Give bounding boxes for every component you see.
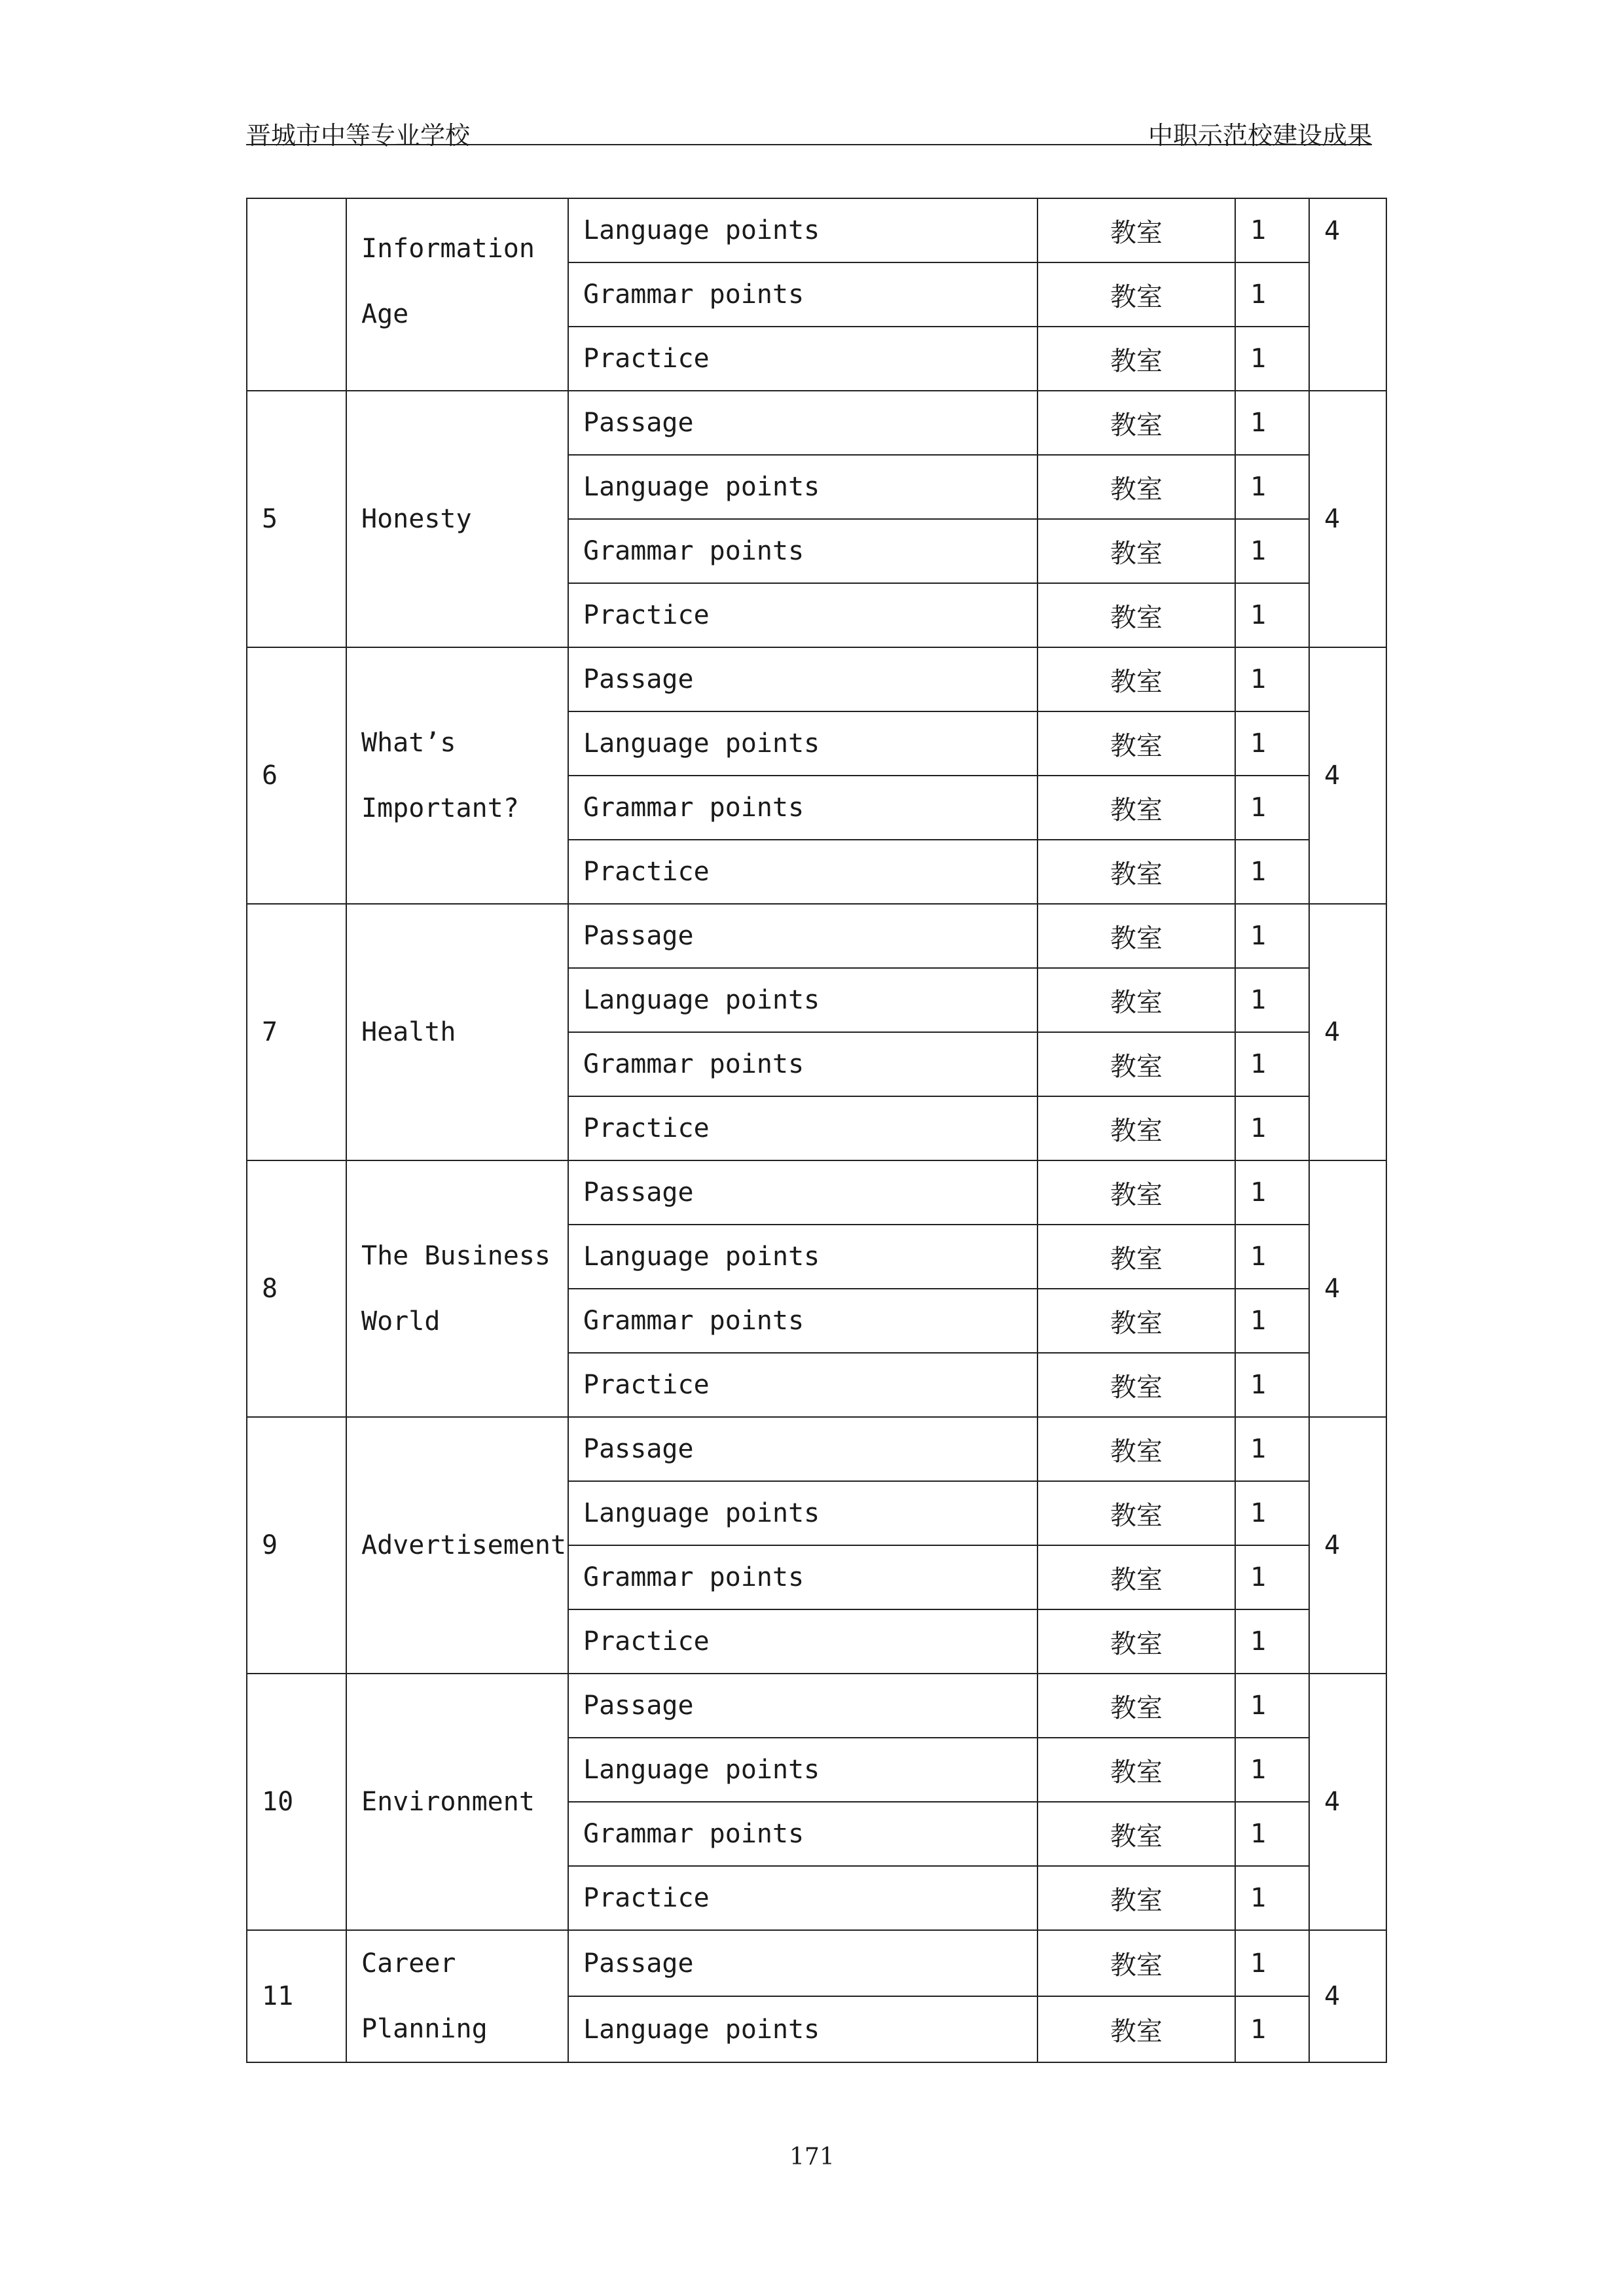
lesson-hours-cell: 1 — [1235, 1481, 1309, 1545]
lesson-hours-cell: 1 — [1235, 1545, 1309, 1609]
unit-number-cell — [247, 198, 346, 391]
lesson-place-cell: 教室 — [1038, 711, 1235, 776]
course-schedule-table — [246, 198, 1387, 2063]
lesson-place-cell: 教室 — [1038, 1353, 1235, 1417]
unit-topic-cell: What’s Important? — [346, 647, 568, 904]
unit-topic-cell: Health — [346, 904, 568, 1160]
lesson-hours-cell: 1 — [1235, 904, 1309, 968]
lesson-hours-cell: 1 — [1235, 198, 1309, 262]
lesson-hours-cell: 1 — [1235, 1417, 1309, 1481]
unit-total-hours-cell: 4 — [1309, 391, 1386, 647]
lesson-place-cell: 教室 — [1038, 262, 1235, 327]
unit-topic-cell: Information Age — [346, 198, 568, 391]
lesson-place-cell: 教室 — [1038, 1545, 1235, 1609]
table-row — [247, 1674, 1386, 1738]
lesson-hours-cell: 1 — [1235, 1609, 1309, 1674]
header-document-title: 中职示范校建设成果 — [1147, 121, 1372, 150]
lesson-place-cell: 教室 — [1038, 968, 1235, 1032]
unit-topic-cell: The Business World — [346, 1160, 568, 1417]
lesson-content-cell: Language points — [568, 711, 1038, 776]
unit-total-hours-cell: 4 — [1309, 647, 1386, 904]
lesson-place-cell: 教室 — [1038, 519, 1235, 583]
table-row — [247, 647, 1386, 711]
unit-total-hours-cell: 4 — [1309, 1930, 1386, 2062]
unit-topic-cell: Advertisement — [346, 1417, 568, 1674]
lesson-content-cell: Language points — [568, 1481, 1038, 1545]
lesson-content-cell: Grammar points — [568, 1032, 1038, 1096]
table-row — [247, 198, 1386, 262]
lesson-place-cell: 教室 — [1038, 776, 1235, 840]
lesson-place-cell: 教室 — [1038, 1481, 1235, 1545]
lesson-hours-cell: 1 — [1235, 391, 1309, 455]
unit-total-hours-cell: 4 — [1309, 198, 1386, 391]
unit-number-cell: 11 — [247, 1930, 346, 2062]
lesson-hours-cell: 1 — [1235, 1738, 1309, 1802]
table-row — [247, 1930, 1386, 1996]
lesson-content-cell: Practice — [568, 1096, 1038, 1160]
table-row — [247, 391, 1386, 455]
table-row — [247, 1417, 1386, 1481]
lesson-content-cell: Passage — [568, 391, 1038, 455]
lesson-place-cell: 教室 — [1038, 904, 1235, 968]
lesson-content-cell: Grammar points — [568, 262, 1038, 327]
lesson-content-cell: Practice — [568, 1866, 1038, 1930]
lesson-hours-cell: 1 — [1235, 1353, 1309, 1417]
lesson-hours-cell: 1 — [1235, 1996, 1309, 2062]
lesson-content-cell: Passage — [568, 1160, 1038, 1225]
lesson-hours-cell: 1 — [1235, 1225, 1309, 1289]
lesson-hours-cell: 1 — [1235, 1674, 1309, 1738]
page-number: 171 — [789, 2144, 835, 2170]
lesson-place-cell: 教室 — [1038, 1289, 1235, 1353]
lesson-hours-cell: 1 — [1235, 1866, 1309, 1930]
unit-topic-cell: Career Planning — [346, 1930, 568, 2062]
lesson-content-cell: Language points — [568, 1738, 1038, 1802]
unit-number-cell: 10 — [247, 1674, 346, 1930]
lesson-place-cell: 教室 — [1038, 1866, 1235, 1930]
lesson-hours-cell: 1 — [1235, 262, 1309, 327]
lesson-content-cell: Grammar points — [568, 1545, 1038, 1609]
lesson-hours-cell: 1 — [1235, 1802, 1309, 1866]
unit-total-hours-cell: 4 — [1309, 1674, 1386, 1930]
lesson-content-cell: Passage — [568, 1930, 1038, 1996]
table-row — [247, 904, 1386, 968]
lesson-place-cell: 教室 — [1038, 1996, 1235, 2062]
lesson-place-cell: 教室 — [1038, 1160, 1235, 1225]
lesson-place-cell: 教室 — [1038, 198, 1235, 262]
unit-number-cell: 8 — [247, 1160, 346, 1417]
lesson-content-cell: Grammar points — [568, 776, 1038, 840]
lesson-content-cell: Passage — [568, 904, 1038, 968]
lesson-place-cell: 教室 — [1038, 1674, 1235, 1738]
lesson-place-cell: 教室 — [1038, 1417, 1235, 1481]
lesson-place-cell: 教室 — [1038, 840, 1235, 904]
lesson-hours-cell: 1 — [1235, 583, 1309, 647]
lesson-place-cell: 教室 — [1038, 327, 1235, 391]
lesson-place-cell: 教室 — [1038, 1609, 1235, 1674]
lesson-hours-cell: 1 — [1235, 840, 1309, 904]
table-body — [247, 198, 1386, 2062]
lesson-content-cell: Language points — [568, 198, 1038, 262]
table-row — [247, 1160, 1386, 1225]
lesson-hours-cell: 1 — [1235, 711, 1309, 776]
lesson-hours-cell: 1 — [1235, 1032, 1309, 1096]
lesson-place-cell: 教室 — [1038, 1032, 1235, 1096]
unit-number-cell: 5 — [247, 391, 346, 647]
lesson-content-cell: Language points — [568, 455, 1038, 519]
unit-topic-cell: Honesty — [346, 391, 568, 647]
lesson-content-cell: Practice — [568, 327, 1038, 391]
lesson-hours-cell: 1 — [1235, 1160, 1309, 1225]
unit-total-hours-cell: 4 — [1309, 1417, 1386, 1674]
lesson-place-cell: 教室 — [1038, 1802, 1235, 1866]
lesson-content-cell: Practice — [568, 1609, 1038, 1674]
lesson-content-cell: Passage — [568, 1674, 1038, 1738]
unit-topic-cell: Environment — [346, 1674, 568, 1930]
header-school-name: 晋城市中等专业学校 — [246, 121, 471, 150]
unit-number-cell: 7 — [247, 904, 346, 1160]
lesson-content-cell: Language points — [568, 1225, 1038, 1289]
lesson-content-cell: Practice — [568, 1353, 1038, 1417]
lesson-content-cell: Grammar points — [568, 1802, 1038, 1866]
lesson-content-cell: Passage — [568, 1417, 1038, 1481]
lesson-place-cell: 教室 — [1038, 583, 1235, 647]
lesson-content-cell: Practice — [568, 583, 1038, 647]
unit-total-hours-cell: 4 — [1309, 904, 1386, 1160]
lesson-hours-cell: 1 — [1235, 776, 1309, 840]
lesson-place-cell: 教室 — [1038, 391, 1235, 455]
unit-number-cell: 6 — [247, 647, 346, 904]
lesson-content-cell: Grammar points — [568, 519, 1038, 583]
lesson-place-cell: 教室 — [1038, 1225, 1235, 1289]
lesson-content-cell: Language points — [568, 968, 1038, 1032]
unit-total-hours-cell: 4 — [1309, 1160, 1386, 1417]
lesson-place-cell: 教室 — [1038, 1738, 1235, 1802]
lesson-content-cell: Passage — [568, 647, 1038, 711]
lesson-content-cell: Practice — [568, 840, 1038, 904]
lesson-hours-cell: 1 — [1235, 1289, 1309, 1353]
lesson-hours-cell: 1 — [1235, 327, 1309, 391]
lesson-hours-cell: 1 — [1235, 455, 1309, 519]
lesson-hours-cell: 1 — [1235, 647, 1309, 711]
lesson-place-cell: 教室 — [1038, 1930, 1235, 1996]
page-header — [246, 110, 1372, 150]
lesson-hours-cell: 1 — [1235, 1096, 1309, 1160]
lesson-hours-cell: 1 — [1235, 968, 1309, 1032]
lesson-place-cell: 教室 — [1038, 647, 1235, 711]
lesson-place-cell: 教室 — [1038, 455, 1235, 519]
lesson-content-cell: Language points — [568, 1996, 1038, 2062]
unit-number-cell: 9 — [247, 1417, 346, 1674]
lesson-hours-cell: 1 — [1235, 519, 1309, 583]
lesson-content-cell: Grammar points — [568, 1289, 1038, 1353]
lesson-hours-cell: 1 — [1235, 1930, 1309, 1996]
lesson-place-cell: 教室 — [1038, 1096, 1235, 1160]
